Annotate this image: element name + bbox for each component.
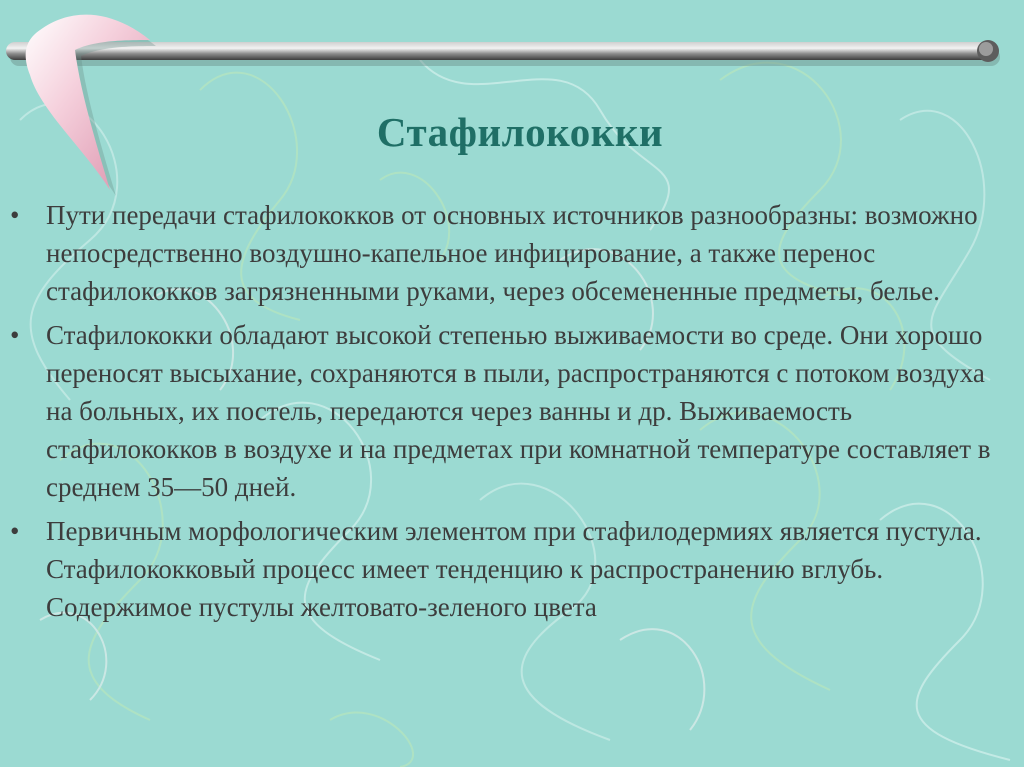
bullet-list xyxy=(8,196,1008,632)
slide-title: Стафилококки xyxy=(376,109,664,155)
bullet-text: Стафилококки обладают высокой степенью выживаемости во среде. Они хорошо переносят высыхание, сохраняются в пыли, распространяются с потоком воздуха на больных, их постель, передаются через ванны и др. Выживаемость стафилококков в воздухе и на предметах при комнатной температуре составляет в среднем 35—50 дней. xyxy=(46,320,991,502)
boomerang-icon xyxy=(0,0,190,200)
bullet-symbol: • xyxy=(10,320,20,350)
bullet-item xyxy=(8,196,1008,310)
bullet-symbol: • xyxy=(10,200,20,230)
bullet-text: Первичным морфологическим элементом при стафилодермиях является пустула. Стафилококковый процесс имеет тенденцию к распространению вглубь. Содержимое пустулы желтовато-зеленого цвета xyxy=(46,516,982,622)
bullet-symbol: • xyxy=(10,516,20,546)
bullet-item xyxy=(8,512,1008,626)
bullet-item xyxy=(8,316,1008,506)
bullet-text: Пути передачи стафилококков от основных источников разнообразны: возможно непосредственно воздушно-капельное инфицирование, а также перенос стафилококков загрязненными руками, через обсемененные предметы, белье. xyxy=(46,200,978,306)
